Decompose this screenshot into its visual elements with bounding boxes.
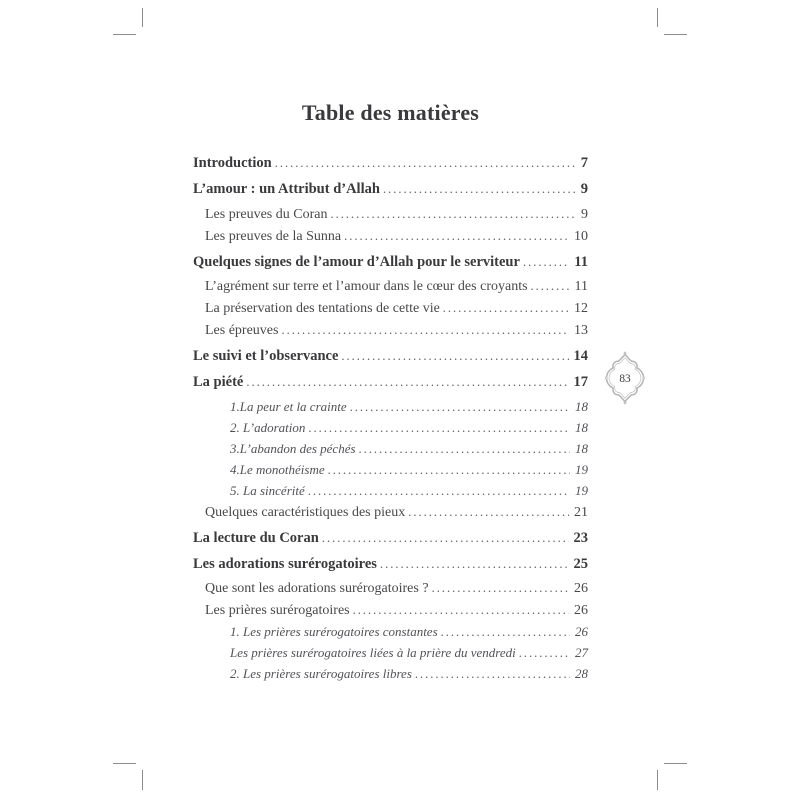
toc-entry-label: L’amour : un Attribut d’Allah [193,181,380,197]
page-content [193,100,588,684]
toc-entry [193,480,588,501]
toc-entry [193,251,588,273]
toc-entry [193,275,588,297]
page-number-ornament [604,346,646,410]
dot-leader [383,178,576,200]
toc-entry-label: Les preuves du Coran [205,206,328,222]
dot-leader [350,397,570,418]
toc-entry [193,319,588,341]
toc-entry-label: Le suivi et l’observance [193,348,339,364]
dot-leader [523,251,569,273]
dot-leader [275,152,576,174]
crop-mark-bottom-left-vertical [142,770,143,790]
toc-entry-page-number: 11 [574,279,588,294]
toc-entry-page-number: 14 [573,348,588,364]
toc-entry-page-number: 10 [574,228,588,244]
dot-leader [246,371,568,393]
dot-leader [308,481,570,502]
toc-entry-label: 1. Les prières surérogatoires constantes [230,624,438,639]
toc-entry-page-number: 26 [575,624,588,639]
toc-entry-page-number: 19 [575,482,588,498]
toc-entry-page-number: 18 [575,419,588,435]
dot-leader [328,460,570,481]
toc-entry [193,459,588,480]
toc-entry-label: 3.L’abandon des péchés [230,440,356,456]
toc-entry-page-number: 19 [575,461,588,477]
dot-leader [531,275,570,297]
dot-leader [344,225,569,247]
toc-entry-label: Introduction [193,155,272,171]
dot-leader [281,319,569,341]
toc-entry-label: 1.La peur et la crainte [230,398,347,414]
crop-mark-bottom-left-horizontal [113,763,136,764]
toc-entry [193,438,588,459]
crop-mark-bottom-right-horizontal [664,763,687,764]
dot-leader [308,418,570,439]
toc-entry-label: 2. L’adoration [230,419,306,435]
toc-entry-label: La piété [193,374,244,390]
page-number: 83 [619,372,631,385]
dot-leader [432,577,569,599]
table-of-contents [193,152,588,684]
dot-leader [443,297,569,319]
toc-entry-page-number: 26 [574,581,588,596]
toc-entry-page-number: 25 [573,555,588,572]
toc-entry-label: Les preuves de la Sunna [205,228,342,244]
toc-entry-label: La lecture du Coran [193,529,319,546]
page-title: Table des matières [301,100,480,125]
toc-entry-page-number: 28 [575,666,588,681]
crop-mark-bottom-right-vertical [657,770,658,790]
toc-entry-label: Quelques caractéristiques des pieux [205,504,406,520]
toc-entry-page-number: 9 [580,181,588,197]
toc-entry-label: Les prières surérogatoires liées à la prière du vendredi [230,645,516,660]
crop-mark-top-left-vertical [142,8,143,27]
toc-entry-label: La préservation des tentations de cette vie [205,301,440,316]
dot-leader [330,203,576,225]
toc-entry [193,621,588,642]
toc-entry [193,642,588,663]
toc-entry-page-number: 23 [573,529,588,546]
toc-entry [193,577,588,599]
toc-entry-label: Les prières surérogatoires [205,603,350,618]
dot-leader [353,599,569,621]
toc-entry [193,553,588,575]
dot-leader [359,439,570,460]
toc-entry-page-number: 13 [574,323,588,338]
dot-leader [380,553,569,575]
toc-entry-label: 5. La sincérité [230,482,305,498]
toc-entry-label: 4.Le monothéisme [230,461,325,477]
dot-leader [408,501,569,523]
toc-entry [193,152,588,174]
toc-entry [193,203,588,225]
crop-mark-top-right-vertical [657,8,658,27]
toc-entry-page-number: 21 [574,504,588,520]
toc-entry [193,178,588,200]
dot-leader [519,643,570,664]
toc-entry [193,345,588,367]
toc-entry-label: Les adorations surérogatoires [193,555,377,572]
toc-entry-page-number: 17 [573,374,588,390]
dot-leader [415,664,570,685]
dot-leader [341,345,568,367]
dot-leader [322,527,569,549]
toc-entry-label: L’agrément sur terre et l’amour dans le cœur des croyants [205,279,528,294]
toc-entry-page-number: 12 [574,301,588,316]
toc-entry-page-number: 11 [574,253,588,270]
toc-entry-label: Que sont les adorations surérogatoires ? [205,581,429,596]
toc-entry [193,225,588,247]
toc-entry [193,417,588,438]
dot-leader [441,622,570,643]
toc-entry-page-number: 7 [580,155,588,171]
toc-entry [193,501,588,523]
toc-entry [193,663,588,684]
toc-entry-label: Les épreuves [205,323,279,338]
toc-entry [193,396,588,417]
toc-entry-label: Quelques signes de l’amour d’Allah pour le serviteur [193,253,520,270]
toc-entry-label: 2. Les prières surérogatoires libres [230,666,412,681]
toc-entry [193,297,588,319]
toc-entry-page-number: 18 [575,440,588,456]
toc-entry-page-number: 9 [581,206,588,222]
toc-entry-page-number: 27 [575,645,588,660]
crop-mark-top-left-horizontal [113,34,136,35]
toc-entry [193,371,588,393]
toc-entry [193,599,588,621]
toc-entry-page-number: 26 [574,603,588,618]
toc-entry-page-number: 18 [575,398,588,414]
toc-entry [193,527,588,549]
crop-mark-top-right-horizontal [664,34,687,35]
